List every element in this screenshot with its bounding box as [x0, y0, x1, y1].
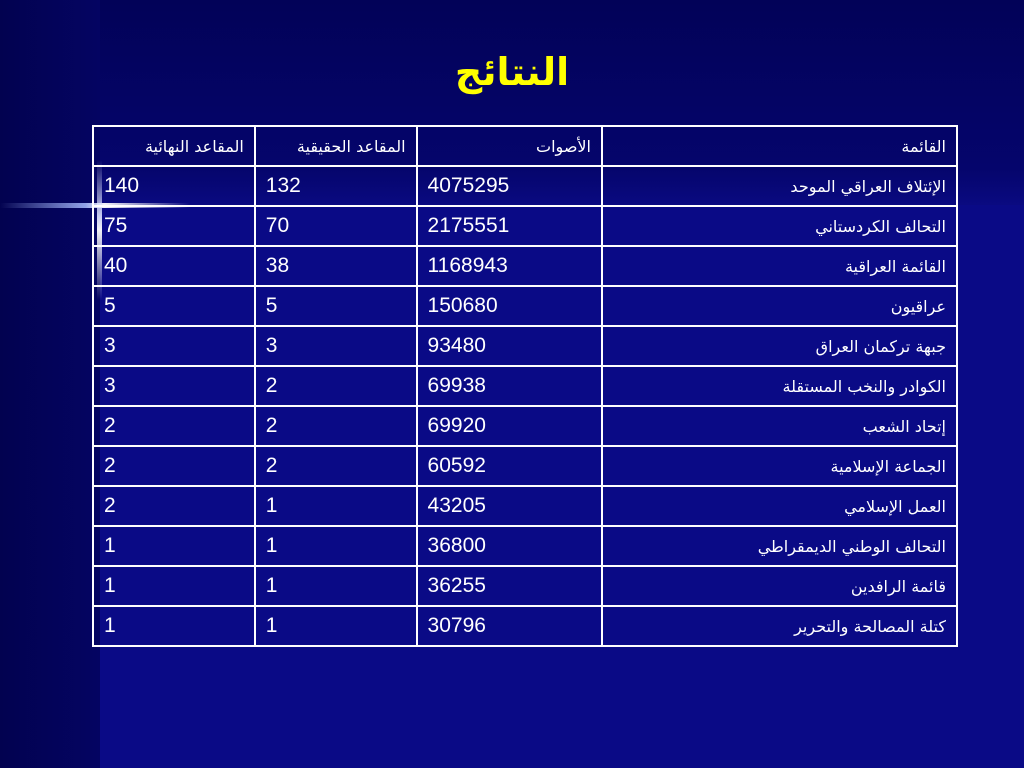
cell-final-seats: 2 [93, 486, 255, 526]
cell-list-name: الكوادر والنخب المستقلة [602, 366, 957, 406]
results-table [92, 125, 958, 647]
cell-final-seats: 1 [93, 566, 255, 606]
cell-final-seats: 40 [93, 246, 255, 286]
cell-list-name: إتحاد الشعب [602, 406, 957, 446]
cell-final-seats: 3 [93, 366, 255, 406]
slide-background-left-band [0, 0, 100, 768]
table-header-row [93, 126, 957, 166]
cell-votes: 43205 [417, 486, 602, 526]
cell-votes: 36800 [417, 526, 602, 566]
cell-votes: 4075295 [417, 166, 602, 206]
cell-votes: 69938 [417, 366, 602, 406]
cell-final-seats: 75 [93, 206, 255, 246]
cell-list-name: القائمة العراقية [602, 246, 957, 286]
table-row [93, 526, 957, 566]
cell-final-seats: 3 [93, 326, 255, 366]
header-list: القائمة [602, 126, 957, 166]
cell-votes: 60592 [417, 446, 602, 486]
cell-list-name: التحالف الكردستاني [602, 206, 957, 246]
cell-list-name: قائمة الرافدين [602, 566, 957, 606]
cell-votes: 1168943 [417, 246, 602, 286]
table-row [93, 246, 957, 286]
cell-actual-seats: 3 [255, 326, 417, 366]
table-row [93, 566, 957, 606]
cell-actual-seats: 2 [255, 446, 417, 486]
cell-final-seats: 2 [93, 446, 255, 486]
cell-final-seats: 2 [93, 406, 255, 446]
table-row [93, 406, 957, 446]
cell-final-seats: 140 [93, 166, 255, 206]
cell-actual-seats: 1 [255, 526, 417, 566]
cell-actual-seats: 2 [255, 406, 417, 446]
cell-actual-seats: 1 [255, 566, 417, 606]
table-row [93, 446, 957, 486]
cell-actual-seats: 132 [255, 166, 417, 206]
cell-votes: 30796 [417, 606, 602, 646]
header-final-seats: المقاعد النهائية [93, 126, 255, 166]
slide-title: النتائج [454, 50, 570, 94]
cell-actual-seats: 1 [255, 606, 417, 646]
cell-list-name: كتلة المصالحة والتحرير [602, 606, 957, 646]
header-actual-seats: المقاعد الحقيقية [255, 126, 417, 166]
cell-final-seats: 1 [93, 606, 255, 646]
table-row [93, 166, 957, 206]
table-body [93, 166, 957, 646]
cell-list-name: جبهة تركمان العراق [602, 326, 957, 366]
cell-votes: 93480 [417, 326, 602, 366]
cell-votes: 36255 [417, 566, 602, 606]
cell-list-name: الجماعة الإسلامية [602, 446, 957, 486]
cell-final-seats: 5 [93, 286, 255, 326]
cell-actual-seats: 70 [255, 206, 417, 246]
cell-actual-seats: 5 [255, 286, 417, 326]
table-row [93, 486, 957, 526]
cell-actual-seats: 38 [255, 246, 417, 286]
cell-list-name: عراقيون [602, 286, 957, 326]
cell-list-name: الإئتلاف العراقي الموحد [602, 166, 957, 206]
cell-votes: 2175551 [417, 206, 602, 246]
table-row [93, 206, 957, 246]
cell-list-name: العمل الإسلامي [602, 486, 957, 526]
table-row [93, 286, 957, 326]
header-votes: الأصوات [417, 126, 602, 166]
table-row [93, 366, 957, 406]
cell-final-seats: 1 [93, 526, 255, 566]
cell-actual-seats: 1 [255, 486, 417, 526]
cell-votes: 150680 [417, 286, 602, 326]
cell-list-name: التحالف الوطني الديمقراطي [602, 526, 957, 566]
cell-actual-seats: 2 [255, 366, 417, 406]
table-row [93, 326, 957, 366]
cell-votes: 69920 [417, 406, 602, 446]
table-row [93, 606, 957, 646]
